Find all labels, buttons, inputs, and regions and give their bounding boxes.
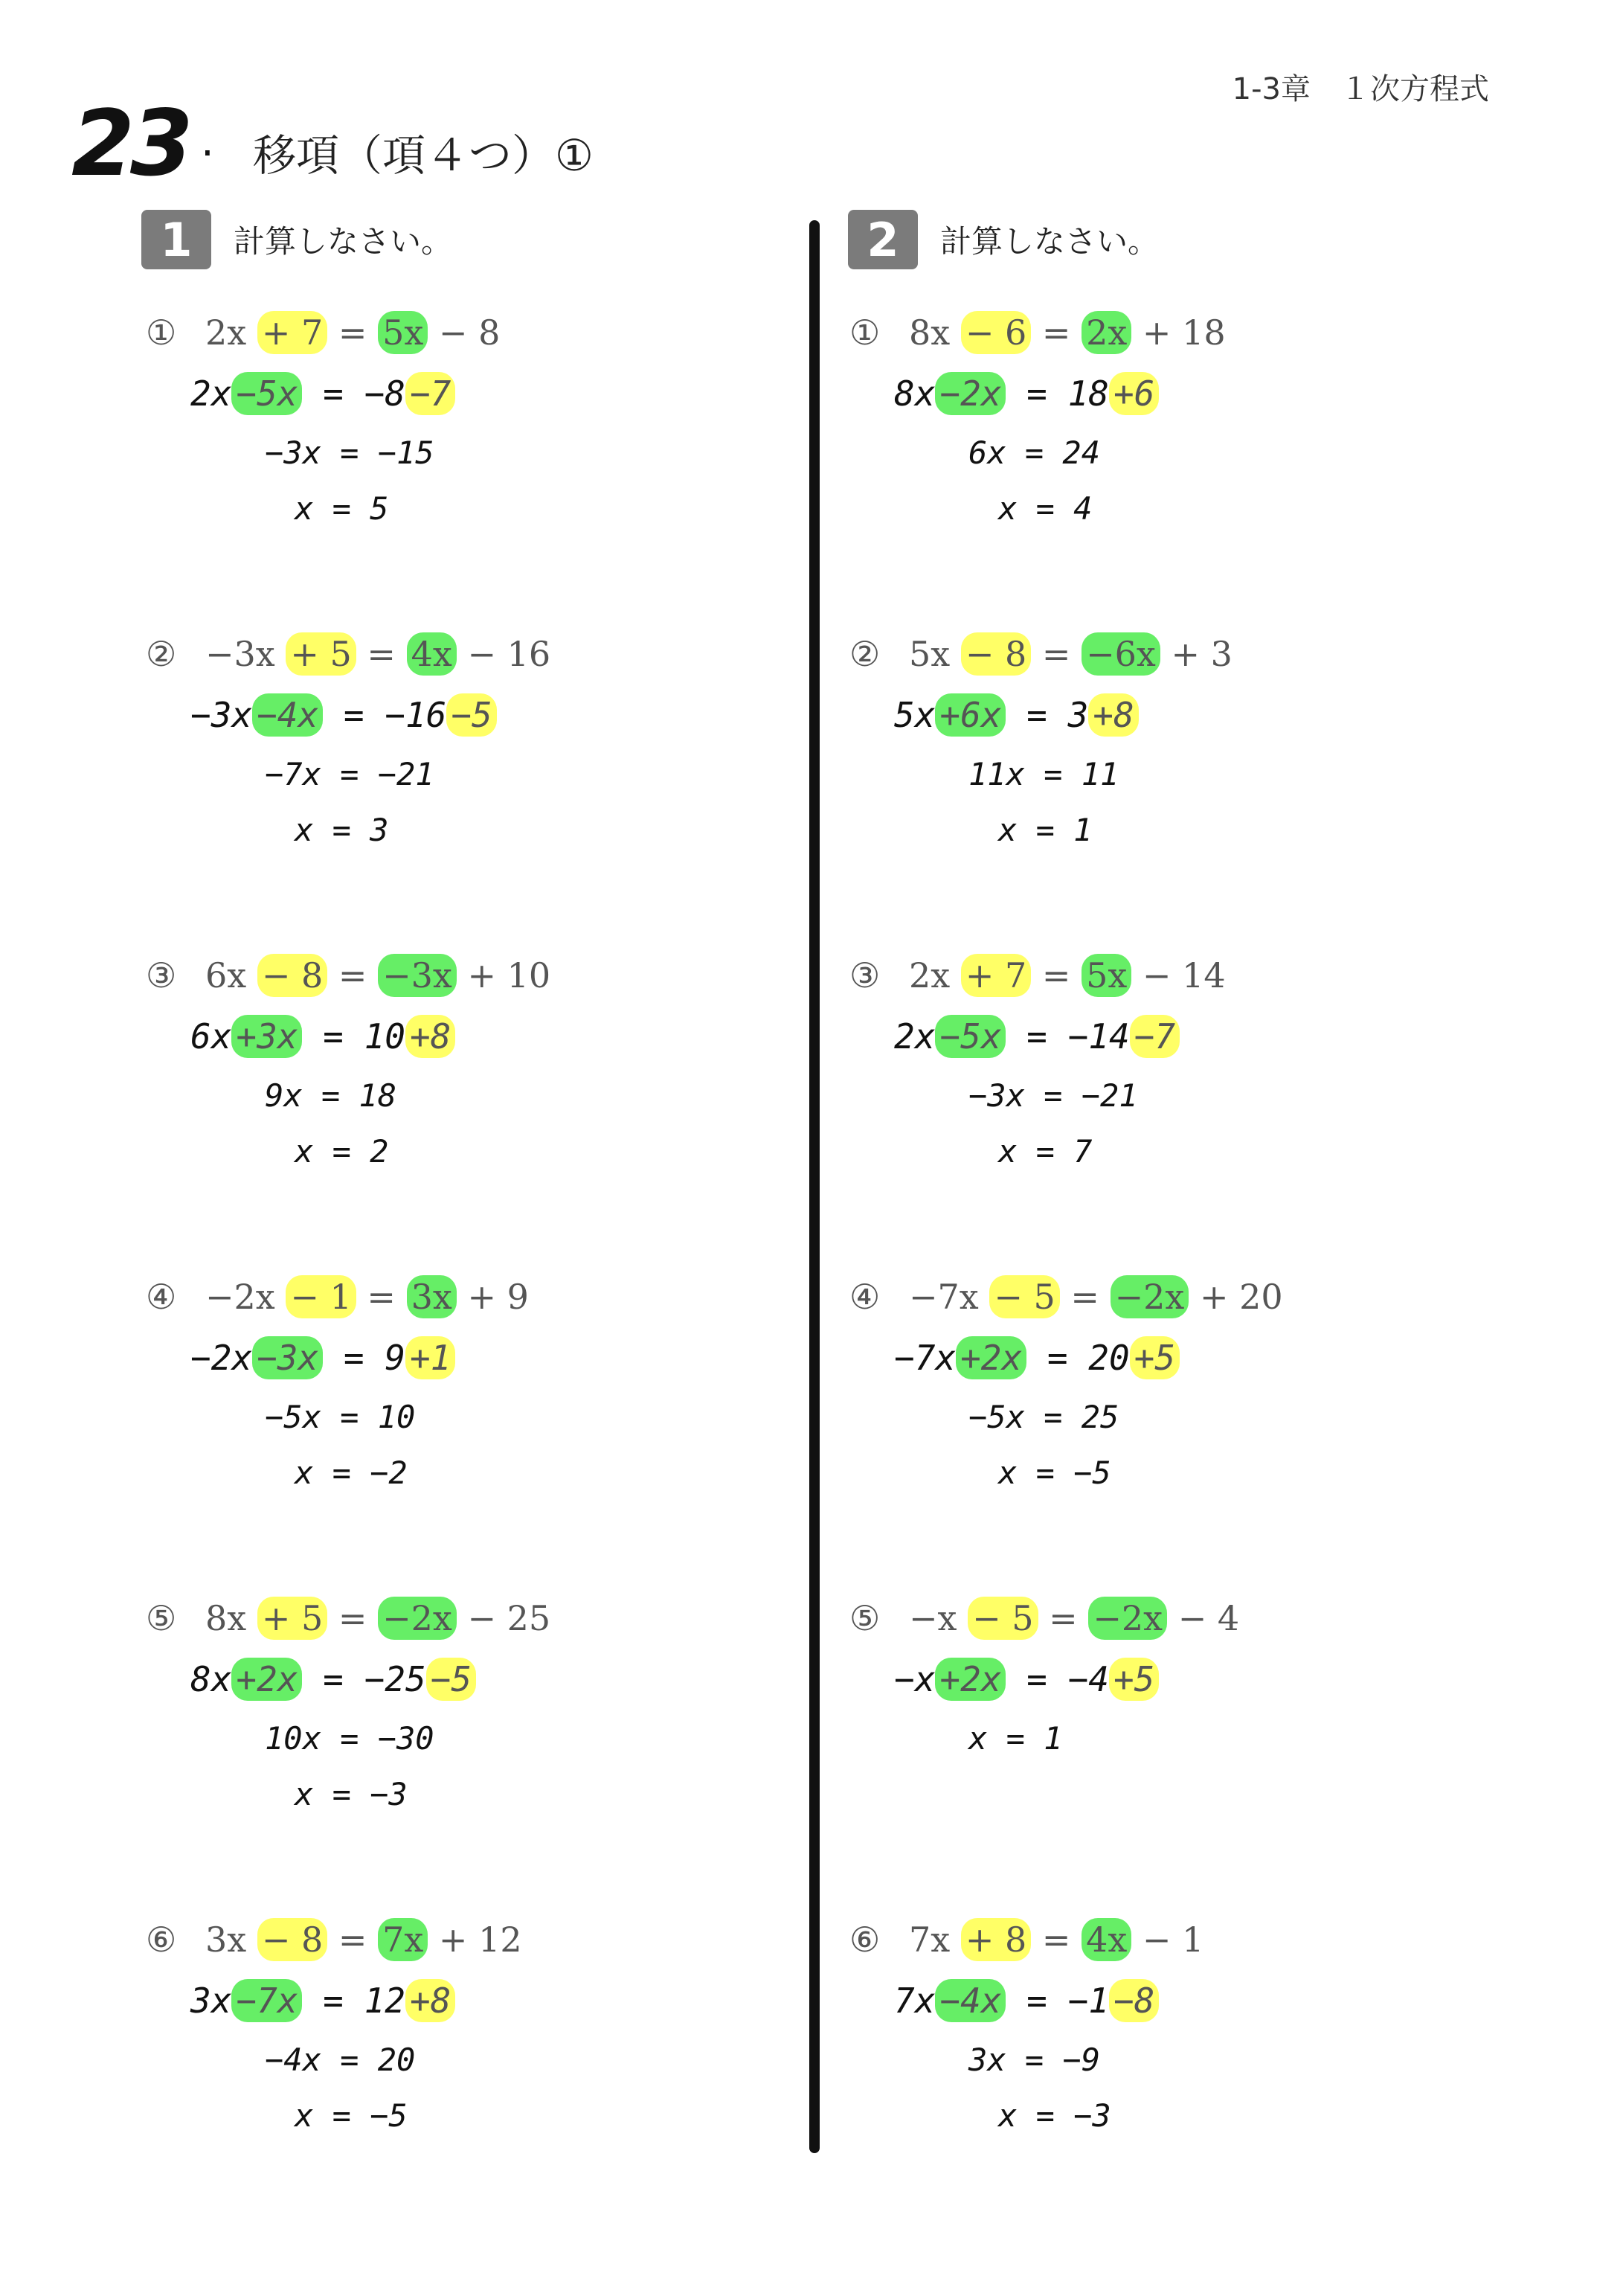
problem-item [849, 312, 1519, 634]
equation-left-term: 2x [205, 312, 257, 353]
equation-equals: = [356, 634, 407, 674]
work-step-2: 10x = −30 [265, 1720, 434, 1757]
work-step-1 [190, 1338, 815, 1378]
moved-constant-term: −5 [426, 1658, 476, 1701]
section-2-instruction: 計算しなさい。 [940, 223, 1160, 260]
work-step-1 [190, 1016, 815, 1056]
work-step-3: x = −3 [998, 2097, 1111, 2134]
work-step-3: x = 2 [295, 1133, 389, 1170]
moved-x-term: +2x [231, 1658, 302, 1701]
highlight-x-term: −2x [1088, 1597, 1167, 1640]
work-step-3: x = −5 [998, 1455, 1111, 1491]
work-term: −x [894, 1659, 936, 1699]
problem-item [146, 312, 815, 634]
highlight-constant-term: + 7 [257, 311, 327, 354]
section-2-problems [849, 312, 1519, 2241]
problem-equation [849, 955, 1519, 995]
work-step-2: −4x = 20 [265, 2042, 416, 2078]
moved-x-term: −7x [231, 1979, 302, 2022]
equation-right-term: + 9 [456, 1277, 529, 1317]
highlight-x-term: −2x [1111, 1275, 1189, 1318]
work-step-2: 6x = 24 [968, 434, 1101, 471]
highlight-x-term: −6x [1082, 632, 1160, 676]
work-step-2: −3x = −21 [968, 1077, 1138, 1114]
work-step-3: x = 7 [998, 1133, 1093, 1170]
work-term: 6x [190, 1016, 232, 1056]
work-term: 2x [894, 1016, 936, 1056]
equation-equals: = [327, 1920, 379, 1960]
section-1-problems [146, 312, 815, 2241]
moved-constant-term: +1 [405, 1336, 455, 1379]
section-2-header [848, 210, 1159, 269]
moved-constant-term: +8 [405, 1015, 455, 1058]
section-2-badge: 2 [848, 210, 918, 269]
equation-equals: = [1031, 955, 1082, 995]
moved-x-term: −5x [231, 372, 302, 415]
work-step-1 [894, 1016, 1519, 1056]
work-term: = 10 [302, 1016, 405, 1056]
problem-number: ③ [849, 955, 881, 995]
problem-equation [146, 1277, 815, 1317]
work-step-1 [190, 373, 815, 414]
highlight-x-term: −2x [378, 1597, 457, 1640]
work-term: 5x [894, 695, 936, 735]
problem-number: ④ [146, 1277, 177, 1317]
equation-left-term: 2x [909, 955, 961, 995]
moved-x-term: −5x [935, 1015, 1006, 1058]
lesson-dot: . [201, 118, 214, 166]
lesson-number: 23 [71, 91, 189, 196]
moved-x-term: −3x [252, 1336, 323, 1379]
moved-x-term: −4x [935, 1979, 1006, 2022]
highlight-constant-term: − 8 [257, 1918, 327, 1961]
moved-constant-term: +8 [1088, 693, 1138, 737]
highlight-constant-term: + 5 [286, 632, 356, 676]
work-term: −7x [894, 1338, 957, 1378]
equation-equals: = [327, 312, 379, 353]
moved-constant-term: −5 [446, 693, 496, 737]
equation-right-term: + 12 [428, 1920, 522, 1960]
work-step-3: x = 4 [998, 490, 1093, 527]
chapter-label: 1-3章 １次方程式 [1232, 72, 1489, 106]
highlight-x-term: 5x [1082, 954, 1131, 997]
equation-left-term: 6x [205, 955, 257, 995]
work-step-1 [190, 695, 815, 735]
work-step-2: −3x = −15 [265, 434, 434, 471]
work-term: = 9 [323, 1338, 405, 1378]
moved-constant-term: −7 [405, 372, 455, 415]
work-step-3: x = −2 [295, 1455, 408, 1491]
highlight-x-term: 4x [407, 632, 457, 676]
work-step-1 [894, 695, 1519, 735]
equation-left-term: 8x [205, 1598, 257, 1638]
highlight-constant-term: − 1 [286, 1275, 356, 1318]
problem-equation [849, 312, 1519, 353]
equation-left-term: 5x [909, 634, 961, 674]
problem-item [849, 1920, 1519, 2241]
highlight-x-term: 7x [378, 1918, 428, 1961]
work-term: = 12 [302, 1981, 405, 2021]
work-term: = 20 [1026, 1338, 1130, 1378]
work-term: 8x [190, 1659, 232, 1699]
work-step-2: 11x = 11 [968, 756, 1119, 792]
highlight-constant-term: + 5 [257, 1597, 327, 1640]
moved-constant-term: +5 [1130, 1336, 1180, 1379]
lesson-title: 移項（項４つ）① [253, 130, 594, 181]
work-step-2: 3x = −9 [968, 2042, 1101, 2078]
highlight-constant-term: − 8 [257, 954, 327, 997]
work-step-3: x = 5 [295, 490, 389, 527]
highlight-constant-term: − 8 [961, 632, 1031, 676]
work-term: 3x [190, 1981, 232, 2021]
work-step-1 [190, 1981, 815, 2021]
equation-equals: = [1031, 1920, 1082, 1960]
work-term: = −14 [1006, 1016, 1130, 1056]
highlight-x-term: 2x [1082, 311, 1131, 354]
work-term: = −25 [302, 1659, 426, 1699]
equation-right-term: − 16 [456, 634, 551, 674]
moved-x-term: +6x [935, 693, 1006, 737]
equation-equals: = [1031, 312, 1082, 353]
problem-number: ③ [146, 955, 177, 995]
equation-right-term: + 3 [1160, 634, 1232, 674]
section-1-badge: 1 [141, 210, 211, 269]
problem-item [849, 634, 1519, 955]
moved-constant-term: −8 [1109, 1979, 1159, 2022]
moved-x-term: +3x [231, 1015, 302, 1058]
highlight-constant-term: − 5 [968, 1597, 1038, 1640]
equation-left-term: −2x [205, 1277, 286, 1317]
work-step-2: 9x = 18 [265, 1077, 397, 1114]
equation-equals: = [356, 1277, 407, 1317]
problem-item [849, 1598, 1519, 1920]
section-1-instruction: 計算しなさい。 [234, 223, 453, 260]
problem-number: ⑥ [849, 1920, 881, 1960]
work-step-1 [894, 1659, 1519, 1699]
work-step-1 [190, 1659, 815, 1699]
problem-equation [146, 955, 815, 995]
highlight-constant-term: − 5 [989, 1275, 1059, 1318]
equation-right-term: − 14 [1131, 955, 1226, 995]
problem-item [146, 1277, 815, 1598]
work-step-2: x = 1 [968, 1720, 1063, 1757]
equation-right-term: − 25 [456, 1598, 551, 1638]
highlight-constant-term: + 7 [961, 954, 1031, 997]
equation-right-term: − 8 [428, 312, 501, 353]
equation-right-term: + 10 [456, 955, 551, 995]
problem-number: ⑤ [146, 1598, 177, 1638]
work-step-3: x = 1 [998, 812, 1093, 848]
work-term: = 3 [1006, 695, 1089, 735]
problem-item [146, 1598, 815, 1920]
work-term: −2x [190, 1338, 253, 1378]
moved-x-term: −2x [935, 372, 1006, 415]
work-term: 2x [190, 373, 232, 414]
equation-left-term: −7x [909, 1277, 990, 1317]
highlight-x-term: 5x [378, 311, 428, 354]
equation-right-term: − 1 [1131, 1920, 1204, 1960]
highlight-x-term: 3x [407, 1275, 457, 1318]
moved-constant-term: +8 [405, 1979, 455, 2022]
equation-left-term: 8x [909, 312, 961, 353]
moved-constant-term: +5 [1109, 1658, 1159, 1701]
work-term: 8x [894, 373, 936, 414]
work-term: = −8 [302, 373, 405, 414]
problem-number: ⑥ [146, 1920, 177, 1960]
moved-x-term: +2x [935, 1658, 1006, 1701]
problem-equation [849, 1920, 1519, 1960]
work-step-2: −7x = −21 [265, 756, 434, 792]
work-term: = −4 [1006, 1659, 1109, 1699]
work-step-3: x = −3 [295, 1776, 408, 1812]
work-step-1 [894, 1981, 1519, 2021]
equation-equals: = [327, 1598, 379, 1638]
equation-equals: = [327, 955, 379, 995]
moved-constant-term: +6 [1109, 372, 1159, 415]
equation-equals: = [1059, 1277, 1111, 1317]
highlight-constant-term: − 6 [961, 311, 1031, 354]
work-term: = 18 [1006, 373, 1109, 414]
highlight-x-term: −3x [378, 954, 457, 997]
problem-item [146, 634, 815, 955]
equation-right-term: + 18 [1131, 312, 1226, 353]
problem-equation [146, 634, 815, 674]
work-term: = −16 [323, 695, 447, 735]
problem-equation [849, 1277, 1519, 1317]
problem-equation [146, 312, 815, 353]
equation-right-term: − 4 [1167, 1598, 1240, 1638]
work-term: 7x [894, 1981, 936, 2021]
equation-equals: = [1038, 1598, 1089, 1638]
problem-number: ① [146, 312, 177, 353]
work-term: −3x [190, 695, 253, 735]
moved-constant-term: −7 [1130, 1015, 1180, 1058]
moved-x-term: +2x [956, 1336, 1026, 1379]
problem-item [146, 955, 815, 1277]
equation-left-term: 3x [205, 1920, 257, 1960]
problem-number: ② [849, 634, 881, 674]
equation-left-term: 7x [909, 1920, 961, 1960]
equation-equals: = [1031, 634, 1082, 674]
problem-item [849, 1277, 1519, 1598]
problem-number: ④ [849, 1277, 881, 1317]
problem-equation [146, 1598, 815, 1638]
problem-equation [146, 1920, 815, 1960]
equation-left-term: −3x [205, 634, 286, 674]
section-1-header [141, 210, 452, 269]
problem-equation [849, 1598, 1519, 1638]
work-term: = −1 [1006, 1981, 1109, 2021]
work-step-3: x = 3 [295, 812, 389, 848]
highlight-constant-term: + 8 [961, 1918, 1031, 1961]
problem-number: ② [146, 634, 177, 674]
problem-item [146, 1920, 815, 2241]
equation-left-term: −x [909, 1598, 968, 1638]
highlight-x-term: 4x [1082, 1918, 1131, 1961]
moved-x-term: −4x [252, 693, 323, 737]
work-step-1 [894, 373, 1519, 414]
work-step-1 [894, 1338, 1519, 1378]
problem-number: ① [849, 312, 881, 353]
problem-item [849, 955, 1519, 1277]
problem-number: ⑤ [849, 1598, 881, 1638]
problem-equation [849, 634, 1519, 674]
work-step-2: −5x = 10 [265, 1399, 416, 1435]
equation-right-term: + 20 [1189, 1277, 1283, 1317]
work-step-2: −5x = 25 [968, 1399, 1119, 1435]
work-step-3: x = −5 [295, 2097, 408, 2134]
